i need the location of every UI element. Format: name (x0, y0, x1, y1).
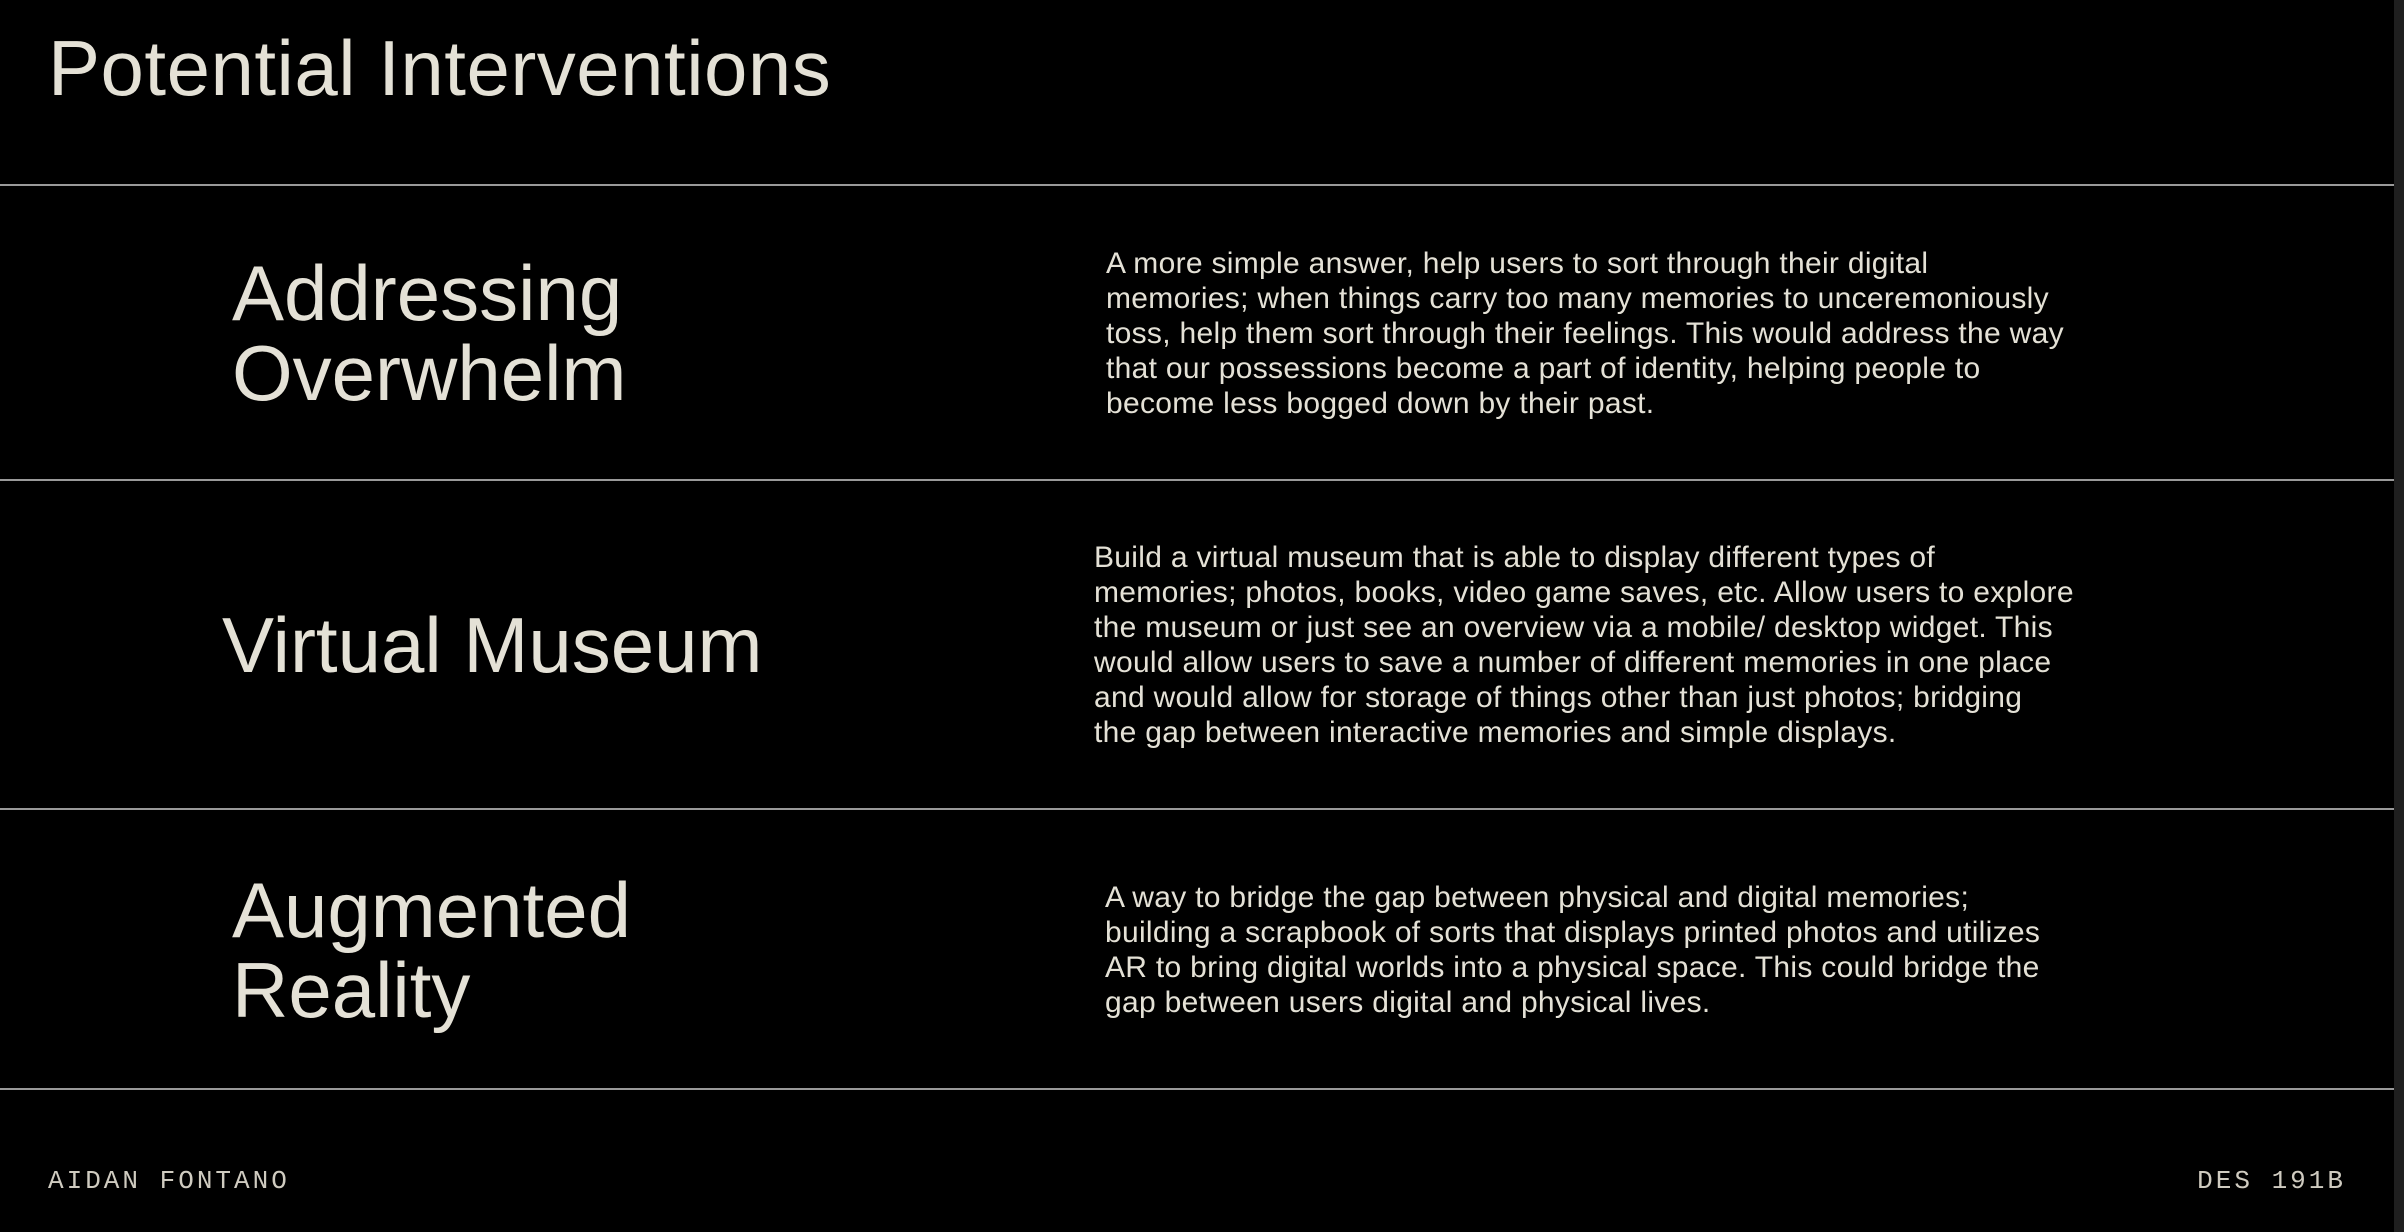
section-heading-virtual-museum (222, 601, 763, 689)
description-line: gap between users digital and physical lives. (1105, 986, 1711, 1019)
description-line: building a scrapbook of sorts that displays printed photos and utilizes (1105, 916, 2041, 949)
section-description-addressing-overwhelm (1106, 246, 2064, 421)
section-description-augmented-reality (1105, 880, 2040, 1020)
divider-top (0, 184, 2394, 186)
description-line: memories; photos, books, video game saves, etc. Allow users to explore (1094, 576, 2074, 609)
description-line: the museum or just see an overview via a mobile/ desktop widget. This (1094, 611, 2053, 644)
section-heading-line: Reality (232, 946, 471, 1034)
section-heading-line: Virtual Museum (222, 601, 763, 689)
divider-1 (0, 479, 2394, 481)
divider-bottom (0, 1088, 2394, 1090)
right-edge-bar (2394, 0, 2404, 1232)
footer-author: AIDAN FONTANO (48, 1166, 290, 1196)
description-line: and would allow for storage of things other than just photos; bridging (1094, 681, 2023, 714)
section-heading-line: Augmented (232, 866, 631, 954)
description-line: AR to bring digital worlds into a physical space. This could bridge the (1105, 951, 2040, 984)
section-heading-addressing-overwhelm (232, 249, 627, 417)
divider-2 (0, 808, 2394, 810)
section-heading-line: Addressing (232, 249, 623, 337)
description-line: A way to bridge the gap between physical and digital memories; (1105, 881, 1970, 914)
footer-course: DES 191B (2197, 1166, 2346, 1196)
description-line: toss, help them sort through their feelings. This would address the way (1106, 317, 2064, 350)
section-description-virtual-museum (1094, 540, 2074, 750)
description-line: A more simple answer, help users to sort through their digital (1106, 247, 1929, 280)
description-line: that our possessions become a part of identity, helping people to (1106, 352, 1981, 385)
section-heading-augmented-reality (232, 866, 631, 1034)
section-heading-line: Overwhelm (232, 329, 627, 417)
description-line: Build a virtual museum that is able to display different types of (1094, 541, 1936, 574)
page-title: Potential Interventions (48, 24, 832, 112)
description-line: memories; when things carry too many memories to unceremoniously (1106, 282, 2049, 315)
description-line: become less bogged down by their past. (1106, 387, 1655, 420)
description-line: would allow users to save a number of different memories in one place (1094, 646, 2052, 679)
description-line: the gap between interactive memories and simple displays. (1094, 716, 1897, 749)
